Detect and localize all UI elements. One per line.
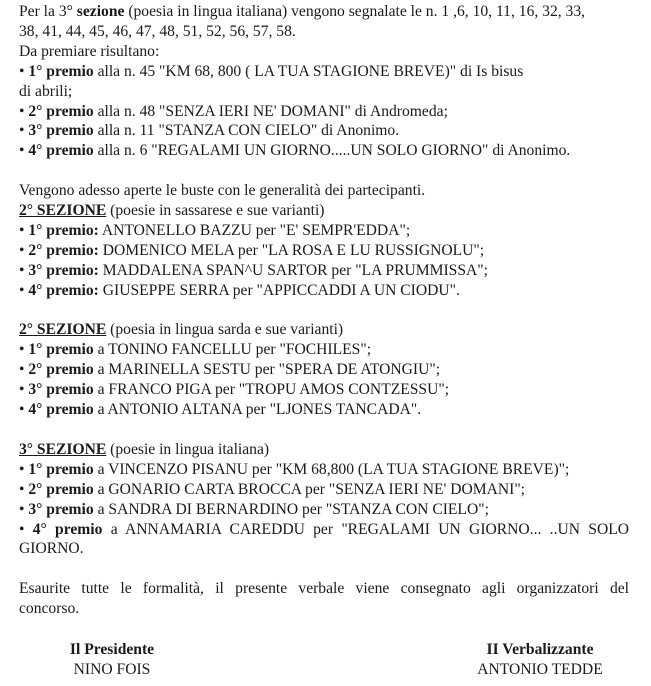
bullet-icon: • <box>19 381 25 399</box>
signature-title: II Verbalizzante <box>486 641 594 658</box>
item-text: a ANNAMARIA CAREDDU per "REGALAMI UN GIORNO... ..UN SOLO <box>102 520 629 538</box>
rank-label: 1° premio <box>28 62 94 80</box>
section-subtitle: (poesie in sassarese e sue varianti) <box>106 202 325 220</box>
section-title: 2° SEZIONE <box>19 321 107 339</box>
rank-label: 4° premio: <box>28 281 99 299</box>
section-heading-sarda <box>19 320 629 340</box>
section-title: 2° SEZIONE <box>19 202 107 220</box>
rank-label: 2° premio: <box>28 241 99 259</box>
verbale-document <box>19 2 629 619</box>
rank-label: 4° premio <box>32 520 103 538</box>
segnalato-continuation: di abrili; <box>19 82 73 100</box>
bullet-icon: • <box>19 281 25 299</box>
item-text: a MARINELLA SESTU per "SPERA DE ATONGIU"; <box>93 361 441 379</box>
signature-title: Il Presidente <box>69 641 155 658</box>
rank-label: 2° premio <box>28 102 94 120</box>
section-subtitle: (poesie in lingua italiana) <box>106 440 270 458</box>
item-text: a ANTONIO ALTANA per "LJONES TANCADA". <box>93 401 422 419</box>
buste-line: Vengono adesso aperte le buste con le generalità dei partecipanti. <box>19 182 426 200</box>
rank-label: 2° premio <box>28 361 94 379</box>
bullet-icon: • <box>19 142 25 160</box>
award-item <box>19 380 629 400</box>
bullet-icon: • <box>19 500 25 518</box>
section-heading-sassarese <box>19 201 629 221</box>
bullet-icon: • <box>19 480 25 498</box>
item-text: alla n. 6 "REGALAMI UN GIORNO.....UN SOLO GIORNO" di Anonimo. <box>93 142 571 160</box>
item-text: ANTONELLO BAZZU per "E' SEMPR'EDDA"; <box>98 221 411 239</box>
rank-label: 1° premio: <box>28 221 99 239</box>
segnalato-item <box>19 62 629 82</box>
bullet-icon: • <box>19 261 25 279</box>
award-item <box>19 360 629 380</box>
item-text: GIUSEPPE SERRA per "APPICCADDI A UN CIODU". <box>98 281 460 299</box>
bullet-icon: • <box>19 62 25 80</box>
bullet-icon: • <box>19 221 25 239</box>
intro-line-2: 38, 41, 44, 45, 46, 47, 48, 51, 52, 56, 57, 58. <box>19 22 296 40</box>
signature-verbalizzante <box>455 640 625 679</box>
bullet-icon: • <box>19 361 25 379</box>
item-text: a GONARIO CARTA BROCCA per "SENZA IERI NE' DOMANI"; <box>93 480 526 498</box>
bullet-icon: • <box>19 520 25 538</box>
award-item <box>19 261 629 281</box>
rank-label: 3° premio <box>28 381 94 399</box>
award-item <box>19 480 629 500</box>
closing-line-1: Esaurite tutte le formalità, il presente verbale viene consegnato agli organizzatori del <box>19 580 629 598</box>
award-item <box>19 520 629 540</box>
spacer <box>19 420 629 440</box>
item-text: a FRANCO PIGA per "TROPU AMOS CONTZESSU"; <box>93 381 450 399</box>
rank-label: 4° premio <box>28 142 94 160</box>
rank-label: 1° premio <box>28 460 94 478</box>
segnalato-item <box>19 121 629 141</box>
award-continuation: GIORNO. <box>19 540 84 558</box>
bullet-icon: • <box>19 102 25 120</box>
section-title: 3° SEZIONE <box>19 440 107 458</box>
closing-line-2: concorso. <box>19 600 80 618</box>
rank-label: 4° premio <box>28 401 94 419</box>
item-text: MADDALENA SPAN^U SARTOR per "LA PRUMMISSA"; <box>98 261 488 279</box>
bullet-icon: • <box>19 460 25 478</box>
section-heading-italiana <box>19 440 629 460</box>
segnalato-item <box>19 141 629 161</box>
item-text: a VINCENZO PISANU per "KM 68,800 (LA TUA STAGIONE BREVE)"; <box>93 460 570 478</box>
bullet-icon: • <box>19 241 25 259</box>
intro-line-1 <box>19 2 629 22</box>
award-item <box>19 241 629 261</box>
signature-name: ANTONIO TEDDE <box>477 660 603 678</box>
award-item <box>19 400 629 420</box>
section-subtitle: (poesia in lingua sarda e sue varianti) <box>106 321 344 339</box>
item-text: alla n. 45 "KM 68, 800 ( LA TUA STAGIONE BREVE)" di Is bisus <box>93 62 524 80</box>
intro-line-3: Da premiare risultano: <box>19 42 160 60</box>
segnalato-item <box>19 102 629 122</box>
award-item <box>19 460 629 480</box>
rank-label: 3° premio <box>28 122 94 140</box>
award-item <box>19 281 629 301</box>
intro-text: Per la 3° <box>19 3 77 20</box>
item-text: DOMENICO MELA per "LA ROSA E LU RUSSIGNOLU"; <box>98 241 485 259</box>
spacer <box>19 301 629 321</box>
rank-label: 3° premio: <box>28 261 99 279</box>
spacer <box>19 559 629 579</box>
item-text: a TONINO FANCELLU per "FOCHILES"; <box>93 341 372 359</box>
bullet-icon: • <box>19 122 25 140</box>
spacer <box>19 161 629 181</box>
signatures <box>0 640 651 682</box>
signature-presidente <box>42 640 182 679</box>
award-item <box>19 500 629 520</box>
rank-label: 1° premio <box>28 341 94 359</box>
rank-label: 3° premio <box>28 500 94 518</box>
award-item <box>19 221 629 241</box>
item-text: alla n. 48 "SENZA IERI NE' DOMANI" di Andromeda; <box>93 102 448 120</box>
bullet-icon: • <box>19 341 25 359</box>
signature-name: NINO FOIS <box>73 660 151 678</box>
intro-bold-sezione: sezione <box>76 3 125 20</box>
item-text: a SANDRA DI BERNARDINO per "STANZA CON CIELO"; <box>93 500 489 518</box>
bullet-icon: • <box>19 401 25 419</box>
item-text: alla n. 11 "STANZA CON CIELO" di Anonimo. <box>93 122 400 140</box>
rank-label: 2° premio <box>28 480 94 498</box>
intro-text: (poesia in lingua italiana) vengono segnalate le n. 1 ,6, 10, 11, 16, 32, 33, <box>124 3 586 20</box>
award-item <box>19 340 629 360</box>
